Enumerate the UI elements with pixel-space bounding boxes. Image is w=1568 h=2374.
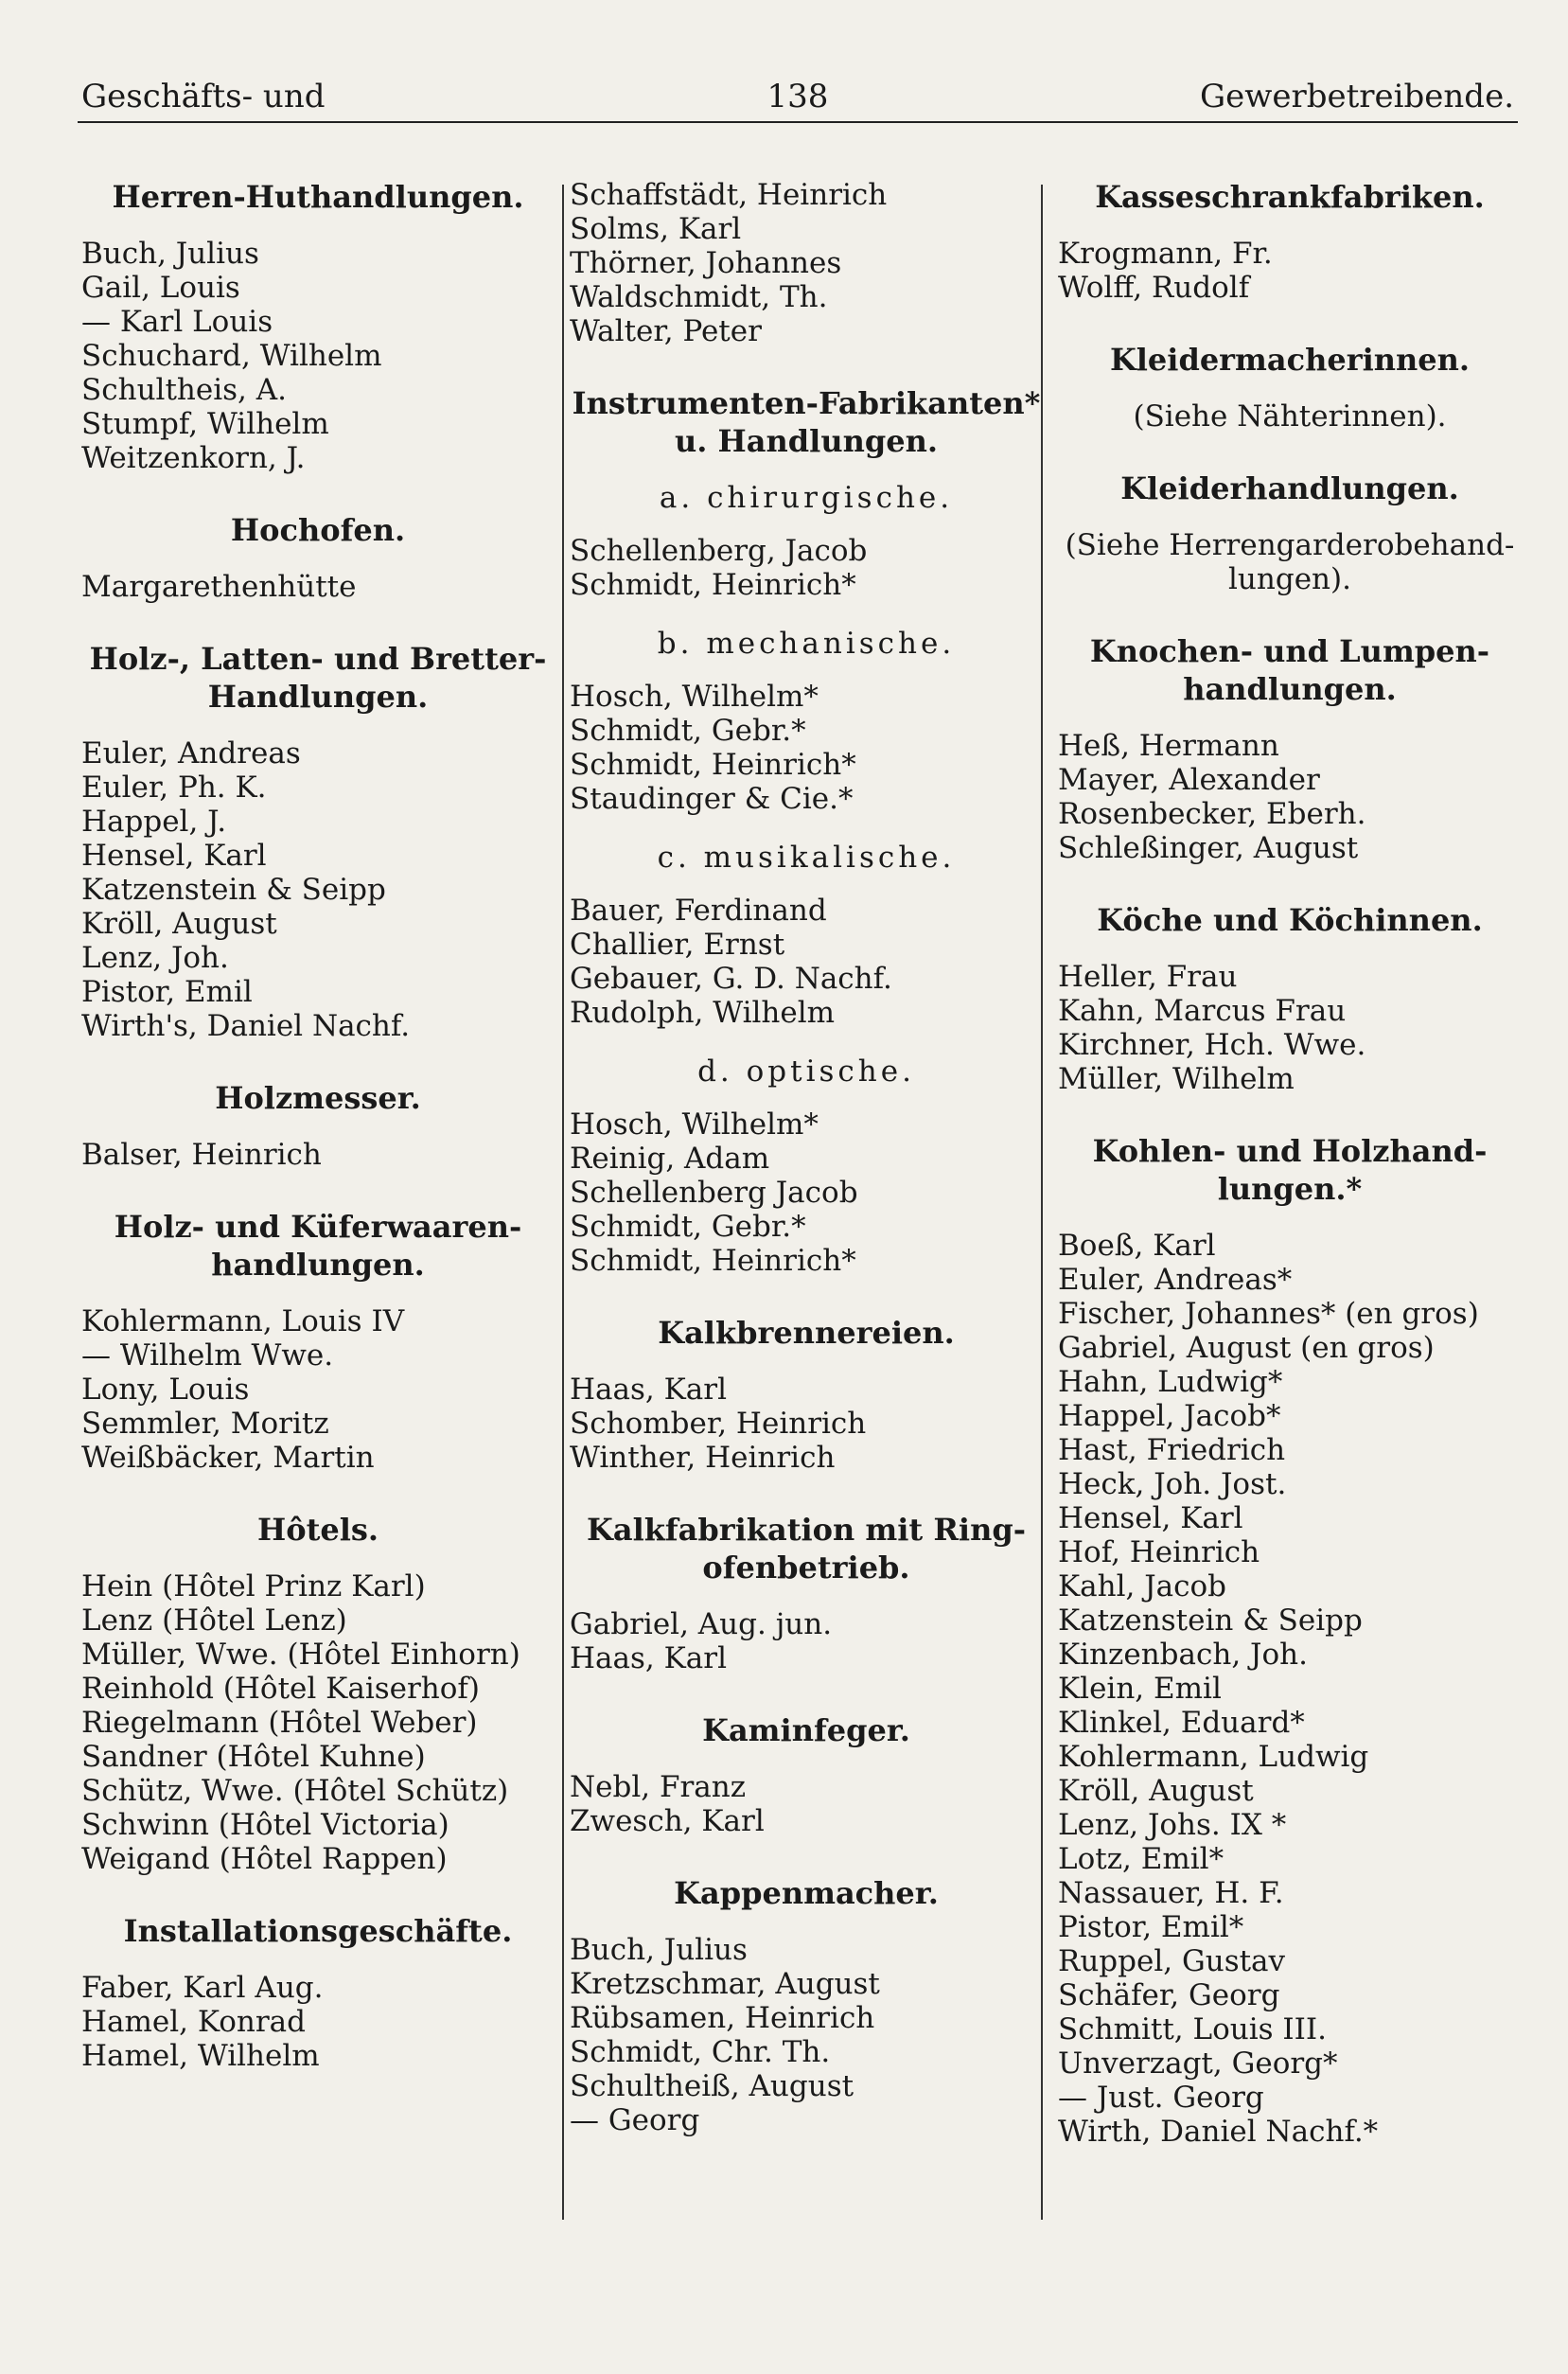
directory-entry: — Wilhelm Wwe. [81,1338,334,1373]
directory-entry: Challier, Ernst [570,928,785,962]
directory-entry: Solms, Karl [570,212,742,246]
directory-entry: Schütz, Wwe. (Hôtel Schütz) [81,1774,509,1808]
directory-entry: Stumpf, Wilhelm [81,407,329,441]
section-title: Kalkbrennereien. [658,1315,955,1351]
directory-entry: Buch, Julius [81,237,259,271]
directory-entry: Kohlermann, Louis IV [81,1304,405,1338]
directory-entry: Schwinn (Hôtel Victoria) [81,1808,449,1842]
directory-entry: Schmidt, Gebr.* [570,1210,806,1244]
column-2 [570,178,1043,2173]
directory-entry: Klinkel, Eduard* [1058,1706,1305,1740]
directory-entry: Kinzenbach, Joh. [1058,1638,1308,1672]
section-note: (Siehe Herrengarderobehand-lungen). [1065,528,1515,596]
directory-entry: Hensel, Karl [1058,1501,1243,1535]
directory-entry: Nassauer, H. F. [1058,1876,1284,1910]
directory-entry: Pistor, Emil* [1058,1910,1244,1944]
directory-entry: Müller, Wilhelm [1058,1062,1295,1096]
section-title: Holz- und Küferwaaren-handlungen. [114,1209,522,1283]
directory-entry: Heck, Joh. Jost. [1058,1467,1287,1501]
section-title: Kappenmacher. [674,1875,939,1911]
directory-section [81,640,555,1043]
directory-entry: Staudinger & Cie.* [570,782,854,816]
directory-entry: — Just. Georg [1058,2081,1264,2115]
column-3 [1058,178,1522,2185]
directory-entry: Haas, Karl [570,1373,727,1407]
directory-entry: Euler, Andreas* [1058,1263,1293,1297]
directory-entry: Katzenstein & Seipp [1058,1603,1363,1638]
directory-entry: Kretzschmar, August [570,1967,880,2001]
subsection [570,894,1043,1030]
directory-entry: Mayer, Alexander [1058,763,1320,797]
subsection-label: c. musikalische. [657,841,956,875]
page-number: 138 [766,78,829,115]
directory-entry: Schmidt, Heinrich* [570,1244,856,1278]
directory-entry: Schmidt, Gebr.* [570,714,806,748]
directory-entry: Schmidt, Heinrich* [570,748,856,782]
directory-entry: Riegelmann (Hôtel Weber) [81,1706,478,1740]
directory-entry: Müller, Wwe. (Hôtel Einhorn) [81,1638,520,1672]
directory-entry: Schuchard, Wilhelm [81,339,382,373]
directory-entry: Euler, Andreas [81,736,301,771]
directory-entry: Faber, Karl Aug. [81,1971,324,2005]
directory-section [81,1511,555,1876]
directory-entry: Weißbäcker, Martin [81,1441,375,1475]
directory-entry: Hensel, Karl [81,839,267,873]
directory-entry: Lenz, Johs. IX * [1058,1808,1287,1842]
directory-entry: Kahl, Jacob [1058,1569,1227,1603]
directory-section [1058,901,1522,1096]
directory-entry: Katzenstein & Seipp [81,873,386,907]
directory-entry: Hamel, Konrad [81,2005,306,2039]
directory-entry: Lony, Louis [81,1373,250,1407]
directory-entry: Krogmann, Fr. [1058,237,1273,271]
directory-section [81,1079,555,1172]
subsection-label: b. mechanische. [657,627,956,661]
directory-entry: Gabriel, Aug. jun. [570,1607,833,1641]
directory-entry: Margarethenhütte [81,570,357,604]
directory-entry: Wirth's, Daniel Nachf. [81,1009,411,1043]
directory-entry: — Georg [570,2103,700,2137]
directory-entry: Fischer, Johannes* (en gros) [1058,1297,1479,1331]
directory-entry: Happel, Jacob* [1058,1399,1281,1433]
section-title: Herren-Huthandlungen. [112,179,524,215]
directory-entry: Schellenberg Jacob [570,1176,858,1210]
directory-entry: Semmler, Moritz [81,1407,329,1441]
directory-entry: Heller, Frau [1058,960,1238,994]
section-title: Kasseschrankfabriken. [1095,179,1485,215]
directory-entry: Waldschmidt, Th. [570,280,828,314]
directory-section [570,178,1043,348]
section-title: Kleiderhandlungen. [1120,470,1459,506]
directory-entry: Winther, Heinrich [570,1441,836,1475]
directory-entry: Rudolph, Wilhelm [570,996,836,1030]
directory-entry: Schellenberg, Jacob [570,534,868,568]
directory-entry: Hosch, Wilhelm* [570,680,819,714]
directory-entry: Rosenbecker, Eberh. [1058,797,1366,831]
directory-entry: Rübsamen, Heinrich [570,2001,875,2035]
directory-entry: Kahn, Marcus Frau [1058,994,1347,1028]
column-1 [81,178,555,2109]
header-left-text: Geschäfts- und [81,78,326,115]
directory-entry: Schmitt, Louis III. [1058,2012,1327,2046]
directory-section [81,1208,555,1475]
directory-entry: Thörner, Johannes [570,246,842,280]
directory-entry: Schaffstädt, Heinrich [570,178,888,212]
directory-section [1058,469,1522,596]
section-title: Kohlen- und Holzhand-lungen.* [1092,1133,1488,1207]
subsection [570,534,1043,602]
directory-entry: Hein (Hôtel Prinz Karl) [81,1569,426,1603]
section-title: Kleidermacherinnen. [1109,342,1471,378]
section-title: Kalkfabrikation mit Ring-ofenbetrieb. [587,1512,1026,1586]
directory-entry: Reinig, Adam [570,1142,770,1176]
directory-entry: Lenz (Hôtel Lenz) [81,1603,347,1638]
directory-section [570,1874,1043,2137]
directory-entry: Schmidt, Chr. Th. [570,2035,831,2069]
directory-section [570,1511,1043,1675]
directory-section [1058,341,1522,434]
directory-entry: Reinhold (Hôtel Kaiserhof) [81,1672,480,1706]
column-divider [562,185,564,2220]
section-title: Hôtels. [256,1512,379,1548]
directory-entry: Kohlermann, Ludwig [1058,1740,1369,1774]
directory-section [570,1314,1043,1475]
section-title: Knochen- und Lumpen-handlungen. [1089,633,1490,707]
directory-section [570,1711,1043,1838]
subsection [570,680,1043,816]
directory-entry: Gabriel, August (en gros) [1058,1331,1435,1365]
section-title: Holzmesser. [215,1080,421,1116]
directory-entry: — Karl Louis [81,305,273,339]
directory-section [1058,632,1522,865]
directory-entry: Boeß, Karl [1058,1229,1216,1263]
directory-entry: Pistor, Emil [81,975,253,1009]
directory-entry: Haas, Karl [570,1641,727,1675]
directory-entry: Gail, Louis [81,271,240,305]
page-header [78,74,1518,123]
directory-entry: Hof, Heinrich [1058,1535,1260,1569]
directory-entry: Wolff, Rudolf [1058,271,1250,305]
directory-entry: Weigand (Hôtel Rappen) [81,1842,448,1876]
directory-entry: Zwesch, Karl [570,1804,765,1838]
section-title: Kaminfeger. [702,1712,910,1748]
directory-entry: Sandner (Hôtel Kuhne) [81,1740,426,1774]
directory-entry: Schäfer, Georg [1058,1978,1280,2012]
subsection [570,1107,1043,1278]
directory-entry: Buch, Julius [570,1933,748,1967]
directory-entry: Gebauer, G. D. Nachf. [570,962,892,996]
directory-entry: Kirchner, Hch. Wwe. [1058,1028,1366,1062]
directory-entry: Lotz, Emil* [1058,1842,1224,1876]
directory-entry: Lenz, Joh. [81,941,229,975]
directory-entry: Ruppel, Gustav [1058,1944,1286,1978]
directory-section [570,384,1043,1278]
directory-entry: Bauer, Ferdinand [570,894,827,928]
directory-entry: Schomber, Heinrich [570,1407,867,1441]
directory-entry: Happel, J. [81,805,227,839]
directory-entry: Schmidt, Heinrich* [570,568,856,602]
directory-section [1058,1132,1522,2149]
section-title: Holz-, Latten- und Bretter-Handlungen. [89,641,547,715]
section-title: Installationsgeschäfte. [123,1913,513,1949]
directory-entry: Hosch, Wilhelm* [570,1107,819,1142]
directory-section [81,178,555,475]
directory-entry: Hast, Friedrich [1058,1433,1286,1467]
section-title: Hochofen. [230,512,406,548]
section-note: (Siehe Nähterinnen). [1133,399,1447,434]
directory-entry: Kröll, August [1058,1774,1254,1808]
directory-entry: Klein, Emil [1058,1672,1222,1706]
subsection-label: a. chirurgische. [659,481,954,515]
header-right-text: Gewerbetreibende. [1199,78,1514,115]
section-title: Instrumenten-Fabrikanten* u. Handlungen. [572,385,1041,459]
directory-entry: Heß, Hermann [1058,729,1279,763]
directory-entry: Kröll, August [81,907,277,941]
directory-section [1058,178,1522,305]
directory-entry: Euler, Ph. K. [81,771,267,805]
directory-entry: Schultheiß, August [570,2069,854,2103]
directory-entry: Weitzenkorn, J. [81,441,306,475]
directory-entry: Schleßinger, August [1058,831,1359,865]
directory-section [81,1912,555,2073]
section-title: Köche und Köchinnen. [1097,902,1483,938]
directory-entry: Hahn, Ludwig* [1058,1365,1283,1399]
directory-entry: Walter, Peter [570,314,762,348]
directory-entry: Balser, Heinrich [81,1138,322,1172]
directory-entry: Wirth, Daniel Nachf.* [1058,2115,1379,2149]
subsection-label: d. optische. [697,1054,915,1089]
directory-entry: Unverzagt, Georg* [1058,2046,1338,2081]
directory-entry: Hamel, Wilhelm [81,2039,320,2073]
directory-section [81,511,555,604]
directory-entry: Schultheis, A. [81,373,287,407]
directory-entry: Nebl, Franz [570,1770,747,1804]
